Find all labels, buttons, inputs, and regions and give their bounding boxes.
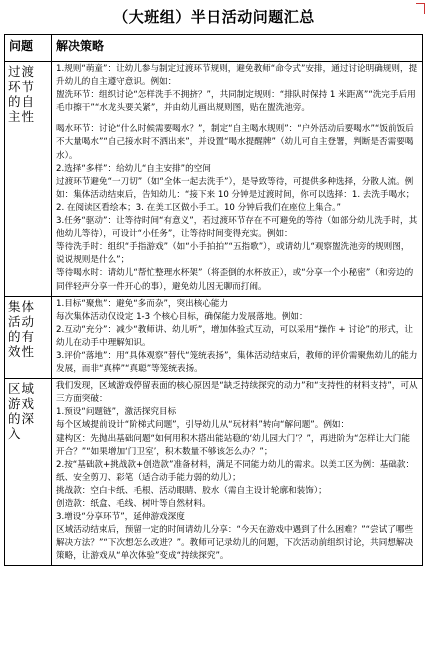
strategy-cell [52, 62, 423, 297]
strategy-line: 2.选择“多样”：给幼儿“自主安排”的空间 [56, 163, 211, 174]
topic-cell: 区域游戏的深入 [5, 379, 52, 566]
topic-cell: 过渡环节的自主性 [5, 62, 52, 297]
strategy-line: 创造款：纸盒、毛线、树叶等自然材料。 [56, 499, 211, 509]
corner-mark [416, 3, 425, 14]
strategy-line: 1.目标“聚焦”：避免“多而杂”，突出核心能力 [56, 298, 229, 309]
strategy-line: 挑战款：空白卡纸、毛根、活动眼睛、胶水（需自主设计轮廓和装饰）； [56, 485, 327, 496]
strategy-line: 3.增设“分享环节”，延伸游戏深度 [56, 512, 185, 523]
strategy-cell [52, 296, 423, 379]
strategy-line: 3.评价“落地”：用“具体观察”替代“笼统表扬”，集体活动结束后，教师的评价需聚焦幼儿的能力发展，而非“真棒”“真聪”等笼统表扬。 [56, 350, 418, 375]
strategy-line: 盥洗环节：组织讨论“怎样洗手不拥挤？”，共同制定规则：“排队时保持 1 米距离”“洗完手后用毛巾擦干”“水龙头要关紧”，并由幼儿画出规则图，贴在盥洗池旁。 [56, 90, 416, 114]
strategy-line: 我们发现，区域游戏停留表面的核心原因是“缺乏持续探究的动力”和“支持性的材料支持”，可从三方面突破： [56, 381, 418, 405]
strategy-line: 每个区域提前设计“阶梯式问题”，引导幼儿从“玩材料”转向“解问题”。例如： [56, 420, 350, 431]
strategy-line: 1.预设“问题链”，激活探究目标 [56, 407, 177, 418]
strategy-table [4, 34, 423, 566]
table-header-row [5, 35, 423, 62]
strategy-line: 2.互动“充分”：减少“教师讲、幼儿听”，增加体验式互动，可以采用“操作 + 讨论”的形式，让幼儿在动手中理解知识。 [56, 324, 413, 348]
strategy-line: 过渡环节避免“一刀切”（如“全体一起去洗手”），是导致等待，可提供多种选择，分散人流。例如：集体活动结束后，告知幼儿：“接下来 10 分钟是过渡时间，你可以选择：1. 去洗手喝水；2. 在阅读区看绘本；3. 在美工区做小手工。10 分钟后我们在座位上集合。” [56, 176, 415, 213]
strategy-line: 1.规则“萌童”：让幼儿参与制定过渡环节规则，避免教师“命令式”安排，通过讨论明确规则，提升幼儿的自主遵守意识。例如： [56, 64, 418, 88]
header-problem: 问题 [5, 35, 52, 62]
table-row [5, 296, 423, 379]
table-row [5, 62, 423, 297]
blank-line [56, 115, 418, 123]
strategy-line: 建构区：先抛出基础问题“如何用积木搭出能站稳的‘幼儿园大门’？”，再进阶为“怎样让大门能开合？”“如果增加‘门卫室’，积木数量不够该怎么办？”； [56, 433, 410, 457]
page-title: （大班组）半日活动问题汇总 [113, 8, 315, 26]
strategy-line: 等待洗手时：组织“手指游戏”（如“小手拍拍”“五指歌”），或请幼儿“观察盥洗池旁的规则图，说说规则是什么”； [56, 242, 410, 266]
strategy-line: 喝水环节：讨论“什么时候需要喝水？”，制定“自主喝水规则”：“户外活动后要喝水”“饭前饭后不大量喝水”“自己接水时不洒出来”，并设置“喝水提醒牌”（幼儿可自主登署，判断是否需要喝水）。 [56, 124, 414, 161]
topic-cell: 集体活动的有效性 [5, 296, 52, 379]
strategy-line: 区域活动结束后，预留一定的时间请幼儿分享：“今天在游戏中遇到了什么困难？”“尝试了哪些解决方法？”“下次想怎么改进？”。教师可记录幼儿的问题，下次活动前组织讨论，共同想解决策略，让游戏从“单次体验”变成“持续探究”。 [56, 525, 414, 562]
strategy-cell [52, 379, 423, 566]
table-row [5, 379, 423, 566]
strategy-line: 3.任务“驱动”：让等待时间“有意义”，若过渡环节存在不可避免的等待（如部分幼儿洗手时，其他幼儿等待），可设计“小任务”，让等待时间变得充实。例如： [56, 216, 418, 240]
strategy-line: 等待喝水时：请幼儿“帮忙整理水杯架”（将歪倒的水杯放正），或“分享一个小秘密”（和旁边的同伴轻声分享一件开心的事），避免幼儿因无聊而打闹。 [56, 268, 414, 292]
strategy-line: 每次集体活动仅设定 1-3 个核心目标，确保能力发展落地。例如： [56, 311, 308, 322]
strategy-line: 2.按“基础款+挑战款+创造款”准备材料，满足不同能力幼儿的需求。以美工区为例：基础款：纸、安全剪刀、彩笔（适合动手能力弱的幼儿）； [56, 459, 415, 483]
header-strategy: 解决策略 [52, 35, 423, 62]
